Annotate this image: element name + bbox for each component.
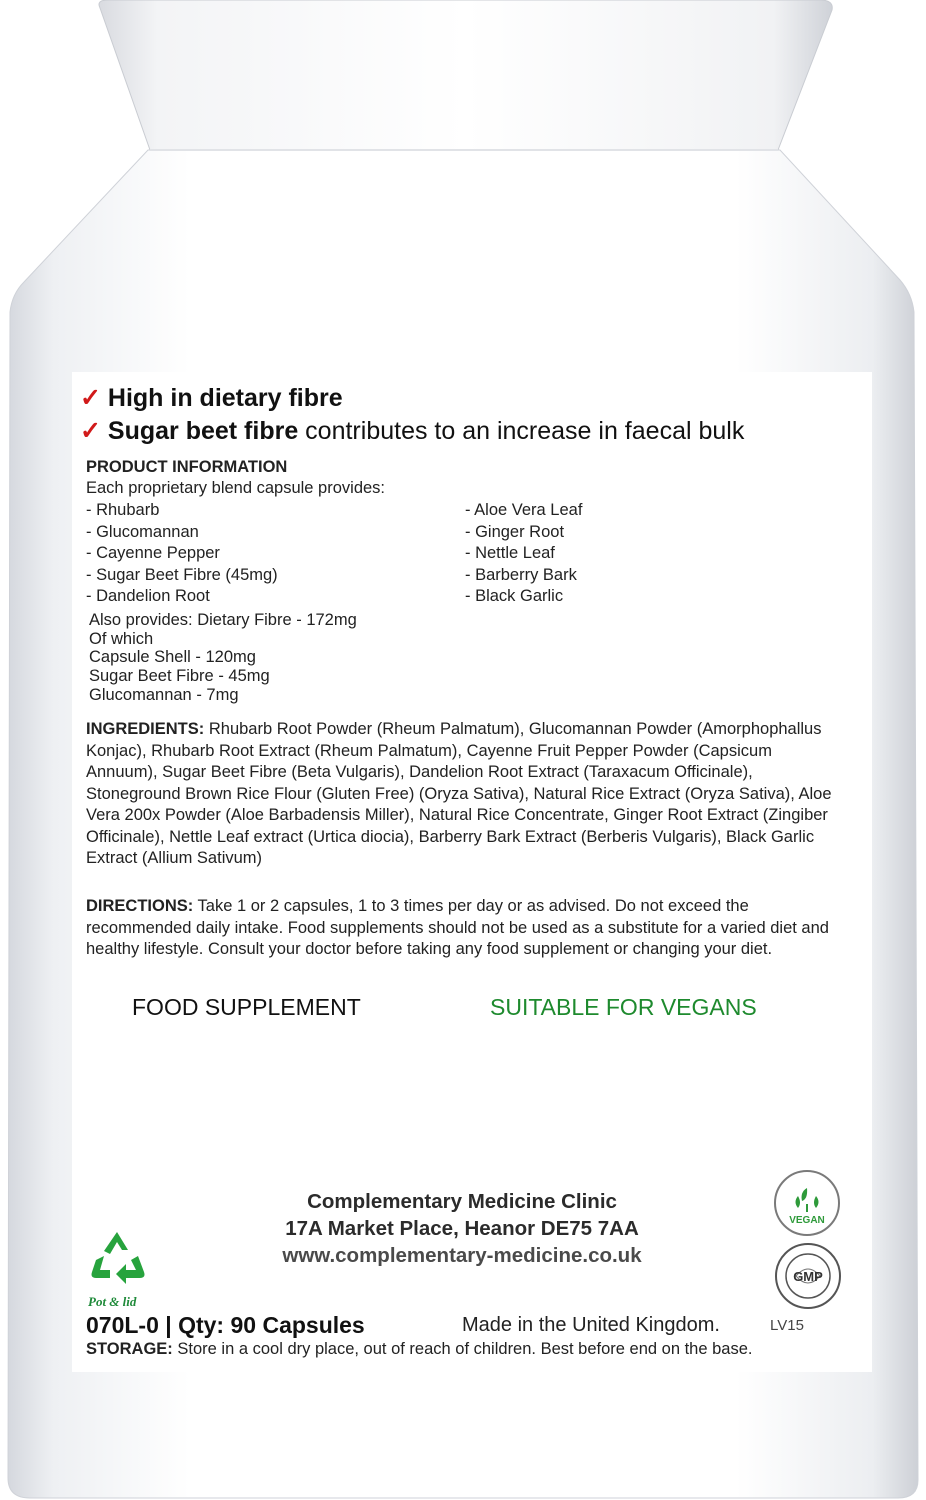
checkmark-icon: ✓ [80,384,101,412]
also-provides: Also provides: Dietary Fibre - 172mg Of which Capsule Shell - 120mg Sugar Beet Fibre - 45mg Glucomannan - 7mg [89,611,357,704]
storage-text: STORAGE: Store in a cool dry place, out of reach of children. Best before end on the base. [86,1340,753,1358]
gmp-badge-text: GMP [793,1269,823,1284]
recycle-label: Pot & lid [88,1294,137,1309]
list-item: - Nettle Leaf [465,544,555,562]
list-item: - Aloe Vera Leaf [465,501,583,519]
product-info-intro: Each proprietary blend capsule provides: [86,479,386,497]
blend-list-right [465,500,582,608]
gmp-badge-icon [774,1242,842,1310]
vegan-badge-icon [772,1168,842,1238]
made-in: Made in the United Kingdom. [462,1314,720,1336]
list-item: - Cayenne Pepper [86,544,220,562]
suitable-for-vegans-label: SUITABLE FOR VEGANS [490,994,757,1020]
list-item: - Ginger Root [465,522,565,541]
ingredients-text: INGREDIENTS: Rhubarb Root Powder (Rheum Palmatum), Glucomannan Powder (Amorphophallus Konjac), Rhubarb Root Extract (Rheum Palmatum), Cayenne Fruit Pepper Powder (Capsicum Annuum), Sugar Beet Fibre (Beta Vulgaris), Dandelion Root Extract (Taraxacum Officinale), Stoneground Brown Rice Flour (Gluten Free) (Oryza Sativa), Natural Rice Extract (Oryza Sativa), Aloe Vera 200x Powder (Aloe Barbadensis Miller), Natural Rice Concentrate, Ginger Root Extract (Zingiber Officinale), Nettle Leaf extract (Urtica diocia), Barberry Bark Extract (Berberis Vulgaris), Black Garlic Extract (Allium Sativum) [86,720,832,867]
list-item: - Sugar Beet Fibre (45mg) [86,565,278,584]
list-item: - Barberry Bark [465,565,577,584]
clinic-url[interactable]: www.complementary-medicine.co.uk [282,1244,642,1267]
recycle-icon [84,1226,150,1292]
lv-code: LV15 [770,1317,804,1334]
product-label [72,372,872,1372]
clinic-street: 17A Market Place, Heanor DE75 7AA [285,1217,639,1240]
list-item: - Black Garlic [465,587,564,605]
blend-list-left [86,500,278,608]
vegan-badge-text: VEGAN [789,1215,825,1226]
clinic-name: Complementary Medicine Clinic [307,1190,617,1213]
list-item: - Dandelion Root [86,587,210,605]
claim-sugar-beet: ✓ Sugar beet fibre contributes to an increase in faecal bulk [80,417,745,445]
claim-high-fibre: ✓ High in dietary fibre [80,384,343,412]
list-item: - Rhubarb [86,501,160,519]
clinic-address [192,1188,732,1269]
list-item: - Glucomannan [86,522,199,541]
product-info-heading: PRODUCT INFORMATION [86,458,288,476]
food-supplement-label: FOOD SUPPLEMENT [132,994,361,1020]
directions-text: DIRECTIONS: Take 1 or 2 capsules, 1 to 3 times per day or as advised. Do not exceed the recommended daily intake. Food supplements should not be used as a substitute for a varied diet and healthy lifestyle. Consult your doctor before taking any food supplement or changing your diet. [86,897,829,958]
checkmark-icon: ✓ [80,417,101,445]
batch-qty: 070L-0 | Qty: 90 Capsules [86,1312,365,1338]
